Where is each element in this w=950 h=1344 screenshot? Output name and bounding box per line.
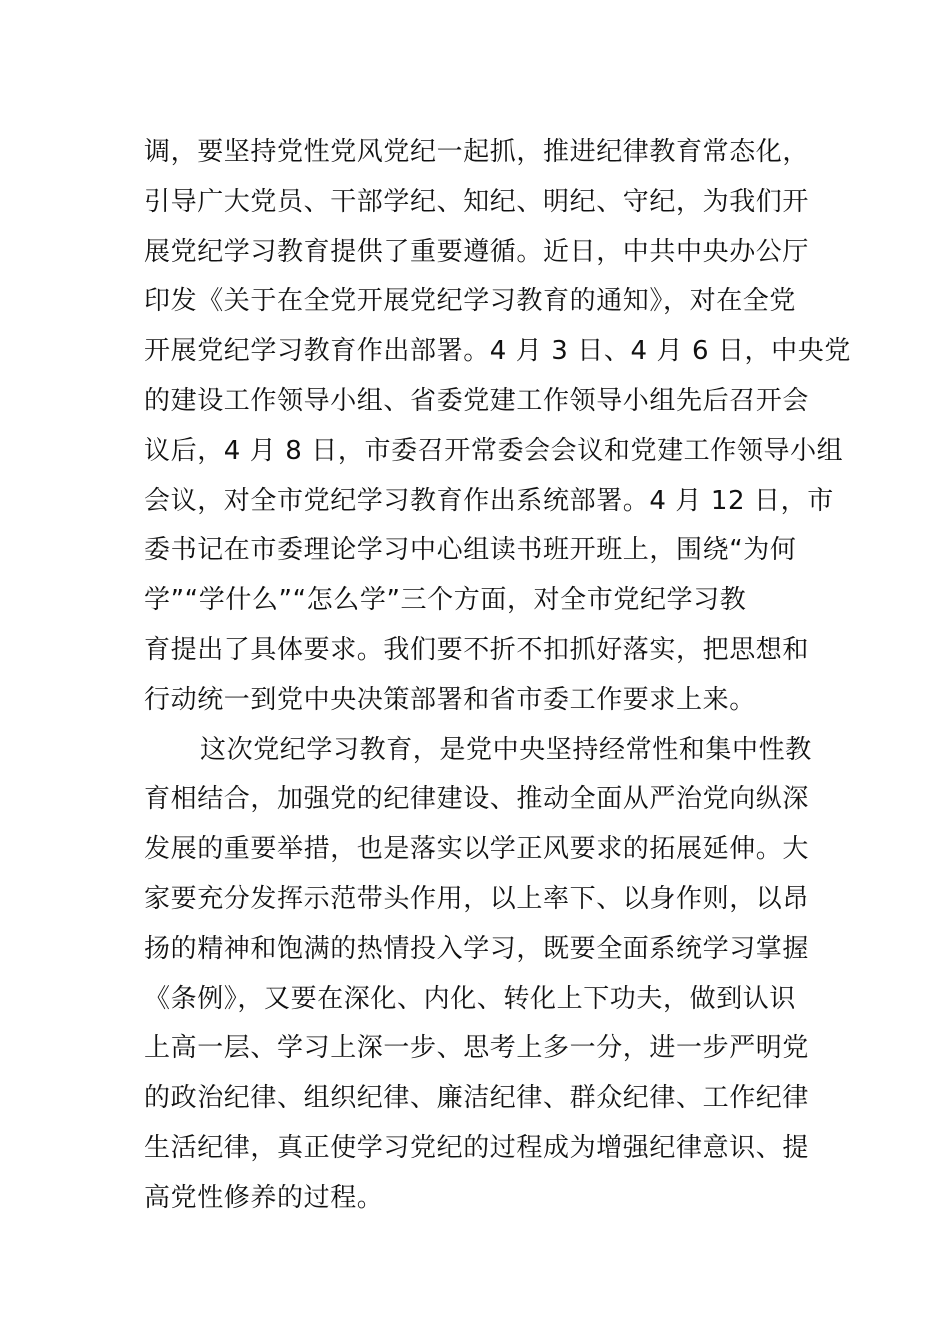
text-line: 高党性修养的过程。 bbox=[144, 1182, 384, 1213]
paragraph-start-line: 这次党纪学习教育，是党中央坚持经常性和集中性教 bbox=[200, 734, 812, 765]
text-line: 议后，4 月 8 日，市委召开常委会会议和党建工作领导小组 bbox=[144, 435, 844, 466]
text-line: 的建设工作领导小组、省委党建工作领导小组先后召开会 bbox=[144, 385, 810, 416]
text-line: 发展的重要举措，也是落实以学正风要求的拓展延伸。大 bbox=[144, 834, 810, 865]
text-line: 家要充分发挥示范带头作用，以上率下、以身作则，以昂 bbox=[144, 883, 810, 914]
text-line: 上高一层、学习上深一步、思考上多一分，进一步严明党 bbox=[144, 1033, 810, 1064]
text-line: 行动统一到党中央决策部署和省市委工作要求上来。 bbox=[144, 684, 756, 715]
text-line: 展党纪学习教育提供了重要遵循。近日，中共中央办公厅 bbox=[144, 236, 810, 267]
text-line: 开展党纪学习教育作出部署。4 月 3 日、4 月 6 日，中央党 bbox=[144, 336, 851, 367]
text-line: 的政治纪律、组织纪律、廉洁纪律、群众纪律、工作纪律 bbox=[144, 1083, 810, 1114]
text-line: 会议，对全市党纪学习教育作出系统部署。4 月 12 日，市 bbox=[144, 485, 834, 516]
text-line: 委书记在市委理论学习中心组读书班开班上，围绕“为何 bbox=[144, 535, 797, 566]
text-line: 扬的精神和饱满的热情投入学习，既要全面系统学习掌握 bbox=[144, 933, 810, 964]
text-line: 引导广大党员、干部学纪、知纪、明纪、守纪，为我们开 bbox=[144, 186, 810, 217]
text-line: 印发《关于在全党开展党纪学习教育的通知》，对在全党 bbox=[144, 286, 797, 317]
document-body bbox=[144, 128, 851, 1224]
text-line: 《条例》，又要在深化、内化、转化上下功夫，做到认识 bbox=[144, 983, 797, 1014]
text-line: 生活纪律，真正使学习党纪的过程成为增强纪律意识、提 bbox=[144, 1132, 810, 1163]
text-line: 育提出了具体要求。我们要不折不扣抓好落实，把思想和 bbox=[144, 634, 810, 665]
text-line: 调，要坚持党性党风党纪一起抓，推进纪律教育常态化， bbox=[144, 137, 810, 167]
text-line: 学”“学什么”“怎么学”三个方面，对全市党纪学习教 bbox=[144, 585, 747, 616]
text-line: 育相结合，加强党的纪律建设、推动全面从严治党向纵深 bbox=[144, 784, 810, 815]
